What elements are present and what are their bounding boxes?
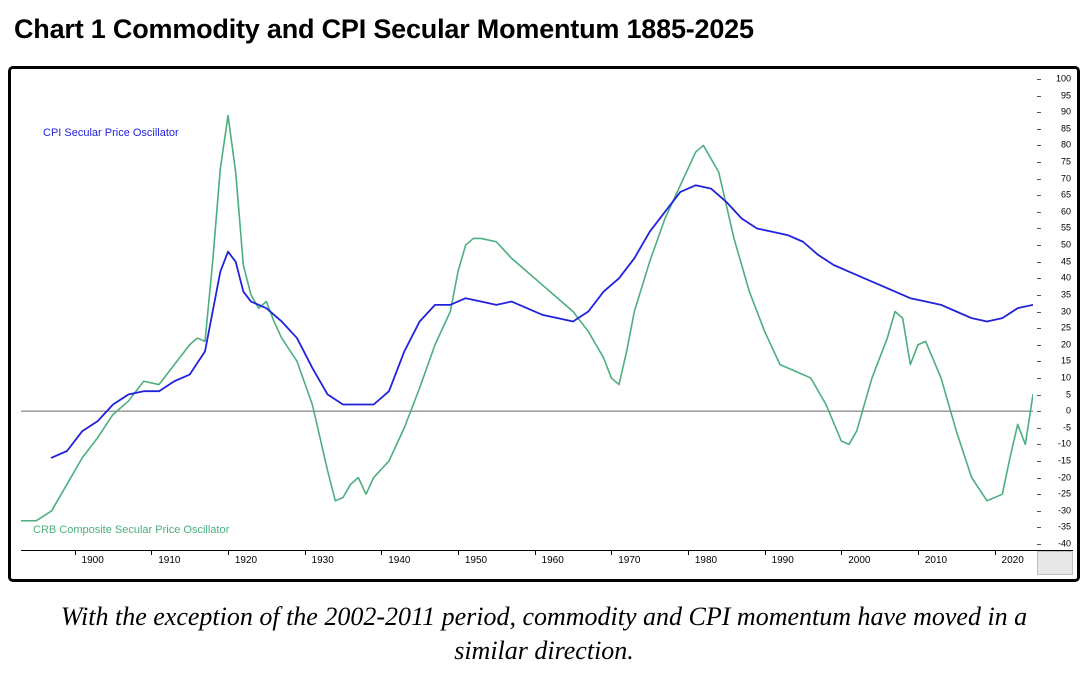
y-tick-mark — [1037, 295, 1041, 296]
y-tick-mark — [1037, 511, 1041, 512]
y-tick-label: 90 — [1060, 106, 1071, 117]
y-tick-mark — [1037, 245, 1041, 246]
y-tick-mark — [1037, 478, 1041, 479]
y-tick-label: 100 — [1055, 73, 1071, 84]
x-tick-label: 1900 — [81, 555, 104, 566]
x-tick-label: 1970 — [618, 555, 641, 566]
x-tick-label: 1920 — [234, 555, 258, 566]
x-tick-label: 1910 — [158, 555, 181, 566]
x-tick-mark — [535, 551, 536, 555]
y-tick-mark — [1037, 411, 1041, 412]
y-tick-mark — [1037, 195, 1041, 196]
y-tick-mark — [1037, 96, 1041, 97]
y-tick-label: 85 — [1060, 123, 1071, 134]
x-tick-mark — [611, 551, 612, 555]
y-tick-label: 80 — [1060, 139, 1071, 150]
x-tick-label: 1940 — [388, 555, 411, 566]
y-tick-mark — [1037, 544, 1041, 545]
y-tick-label: -30 — [1057, 505, 1071, 516]
y-tick-mark — [1037, 527, 1041, 528]
x-tick-mark — [995, 551, 996, 555]
x-tick-mark — [305, 551, 306, 555]
x-tick-label: 1980 — [694, 555, 718, 566]
y-tick-mark — [1037, 361, 1041, 362]
y-axis — [1037, 73, 1073, 549]
x-tick-label: 2010 — [924, 555, 948, 566]
crb-series-label: CRB Composite Secular Price Oscillator — [33, 524, 230, 536]
y-tick-mark — [1037, 262, 1041, 263]
y-tick-mark — [1037, 212, 1041, 213]
chart-canvas — [21, 79, 1033, 544]
y-tick-label: 75 — [1060, 156, 1071, 167]
x-tick-label: 2020 — [1001, 555, 1024, 566]
y-tick-mark — [1037, 312, 1041, 313]
y-tick-mark — [1037, 145, 1041, 146]
y-tick-mark — [1037, 461, 1041, 462]
x-tick-mark — [765, 551, 766, 555]
cpi-series-line — [52, 185, 1033, 457]
scroll-nub[interactable] — [1037, 551, 1073, 575]
x-tick-mark — [688, 551, 689, 555]
y-tick-label: 55 — [1060, 222, 1071, 233]
y-tick-label: 0 — [1065, 405, 1071, 416]
y-tick-mark — [1037, 129, 1041, 130]
cpi-series-label: CPI Secular Price Oscillator — [43, 127, 179, 139]
y-tick-label: 15 — [1060, 355, 1071, 366]
plot-outer — [11, 69, 1077, 579]
page-title: Chart 1 Commodity and CPI Secular Momentum 1885-2025 — [14, 14, 754, 44]
x-tick-label: 1930 — [311, 555, 334, 566]
y-tick-mark — [1037, 278, 1041, 279]
y-tick-mark — [1037, 444, 1041, 445]
y-tick-label: 10 — [1060, 372, 1071, 383]
y-tick-mark — [1037, 79, 1041, 80]
x-tick-mark — [228, 551, 229, 555]
x-tick-mark — [458, 551, 459, 555]
y-tick-mark — [1037, 395, 1041, 396]
y-tick-label: 45 — [1060, 256, 1071, 267]
y-tick-label: 40 — [1060, 272, 1071, 283]
x-tick-mark — [75, 551, 76, 555]
y-tick-label: -20 — [1057, 472, 1071, 483]
y-tick-mark — [1037, 228, 1041, 229]
x-tick-label: 1950 — [464, 555, 488, 566]
crb-series-line — [21, 116, 1033, 521]
y-tick-label: -5 — [1062, 422, 1071, 433]
plot-area — [21, 79, 1033, 544]
x-tick-mark — [841, 551, 842, 555]
y-tick-label: -40 — [1057, 538, 1071, 549]
y-tick-label: 50 — [1060, 239, 1071, 250]
chart-caption: With the exception of the 2002-2011 period, commodity and CPI momentum have moved in a similar direction. — [60, 602, 1028, 666]
x-tick-label: 1990 — [771, 555, 794, 566]
y-tick-mark — [1037, 162, 1041, 163]
x-tick-label: 2000 — [848, 555, 871, 566]
y-tick-mark — [1037, 378, 1041, 379]
y-tick-label: 70 — [1060, 173, 1071, 184]
y-tick-label: 95 — [1060, 90, 1071, 101]
chart-frame — [8, 66, 1080, 582]
y-tick-label: -25 — [1057, 488, 1071, 499]
y-tick-label: 20 — [1060, 339, 1071, 350]
y-tick-label: 5 — [1065, 389, 1071, 400]
y-tick-label: 35 — [1060, 289, 1071, 300]
y-tick-mark — [1037, 328, 1041, 329]
y-tick-label: 25 — [1060, 322, 1071, 333]
y-tick-label: -10 — [1057, 438, 1071, 449]
y-tick-label: 65 — [1060, 189, 1071, 200]
x-axis — [21, 550, 1073, 575]
x-tick-mark — [918, 551, 919, 555]
y-tick-label: 60 — [1060, 206, 1071, 217]
y-tick-label: -35 — [1057, 521, 1071, 532]
x-tick-mark — [381, 551, 382, 555]
y-tick-label: 30 — [1060, 306, 1071, 316]
y-tick-mark — [1037, 428, 1041, 429]
y-tick-mark — [1037, 179, 1041, 180]
y-tick-mark — [1037, 112, 1041, 113]
y-tick-label: -15 — [1057, 455, 1071, 466]
x-tick-label: 1960 — [541, 555, 564, 566]
y-tick-mark — [1037, 345, 1041, 346]
y-tick-mark — [1037, 494, 1041, 495]
x-tick-mark — [151, 551, 152, 555]
